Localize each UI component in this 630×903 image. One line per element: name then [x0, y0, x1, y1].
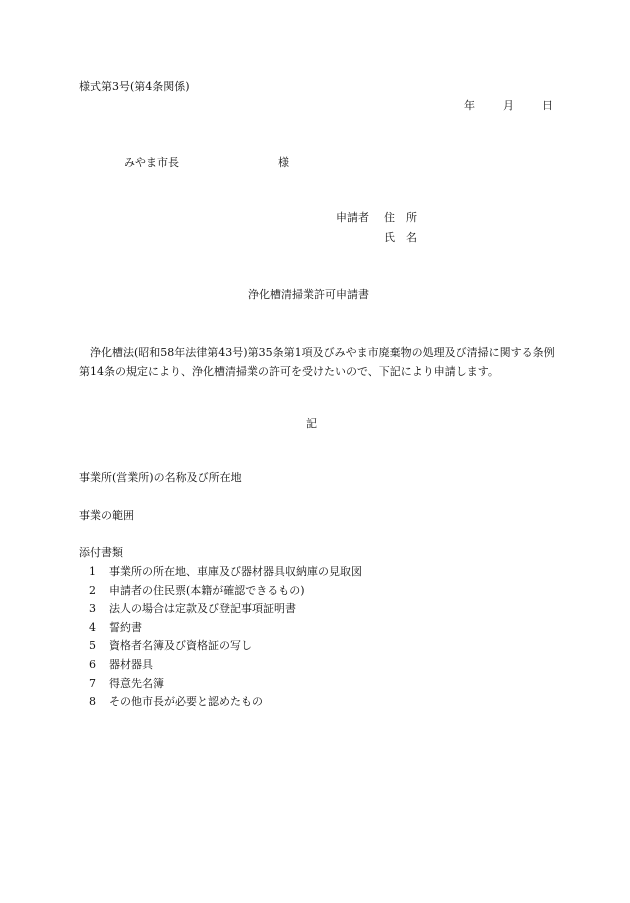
attachment-text: 資格者名簿及び資格証の写し: [109, 639, 252, 653]
list-item: [89, 585, 362, 604]
attachment-number: 7: [89, 676, 96, 690]
attachments-heading: 添付書類: [79, 546, 123, 559]
attachment-number: 5: [89, 639, 96, 653]
attachment-text: 事業所の所在地、車庫及び器材器具収納庫の見取図: [109, 565, 362, 578]
date-day: 日: [542, 99, 553, 112]
list-item: [89, 640, 362, 659]
attachment-number: 8: [89, 695, 96, 709]
applicant-address-label: 住 所: [384, 211, 417, 224]
date-line: [464, 100, 553, 111]
date-year: 年: [464, 99, 475, 112]
honorific: 様: [278, 156, 289, 169]
attachment-number: 4: [89, 620, 96, 634]
attachment-text: 誓約書: [109, 620, 142, 634]
attachment-text: 器材器具: [109, 657, 153, 671]
date-month: 月: [503, 99, 514, 112]
list-item: [89, 603, 362, 622]
form-number: 様式第3号(第4条関係): [79, 80, 190, 93]
body-line-2: る条例第14条の規定により、浄化槽清掃業の許可を受けたいので、下記により申請します。: [79, 346, 555, 378]
attachment-text: 得意先名簿: [109, 676, 164, 690]
applicant-name-label: 氏 名: [384, 231, 417, 244]
list-item: [89, 659, 362, 678]
list-item: [89, 696, 362, 715]
attachments-list: [89, 566, 362, 715]
applicant-label: 申請者: [336, 211, 369, 224]
attachment-number: 6: [89, 657, 96, 671]
addressee: みやま市長: [124, 156, 179, 169]
ki-heading: 記: [306, 417, 317, 430]
body-paragraph: [79, 343, 559, 381]
attachment-text: 申請者の住民票(本籍が確認できるもの): [109, 583, 305, 597]
scope-label: 事業の範囲: [79, 509, 134, 522]
attachment-number: 3: [89, 602, 96, 616]
list-item: [89, 566, 362, 585]
document-title: 浄化槽清掃業許可申請書: [248, 288, 369, 301]
attachment-number: 1: [89, 565, 96, 578]
attachment-text: 法人の場合は定款及び登記事項証明書: [109, 602, 296, 616]
list-item: [89, 622, 362, 641]
attachment-text: その他市長が必要と認めたもの: [109, 695, 263, 709]
attachment-number: 2: [89, 583, 96, 597]
office-label: 事業所(営業所)の名称及び所在地: [79, 471, 242, 484]
body-line-1: 浄化槽法(昭和58年法律第43号)第35条第1項及びみやま市廃棄物の処理及び清掃に関す: [90, 346, 522, 359]
list-item: [89, 678, 362, 697]
